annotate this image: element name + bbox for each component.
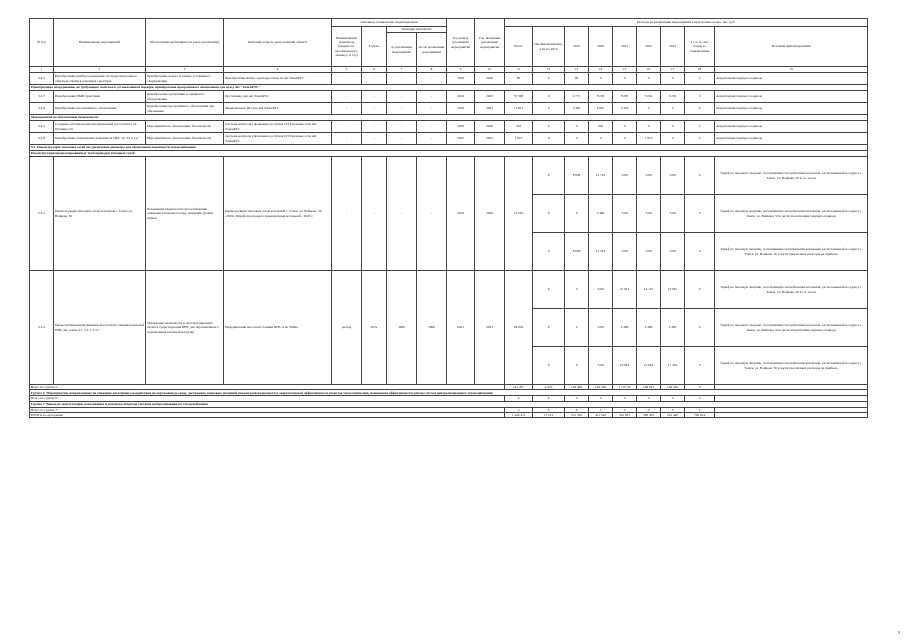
table-cell: 1 913 [505, 133, 533, 145]
table-cell: - [332, 73, 362, 85]
table-cell: 0 [533, 91, 565, 103]
column-number: 9 [447, 67, 475, 73]
column-number: 14 [589, 67, 613, 73]
column-number: 19 [715, 67, 868, 73]
table-cell: 0 [533, 195, 565, 233]
total-cell: 166 815 [637, 385, 661, 390]
total-cell: 0 [533, 396, 565, 401]
total-cell: 0 [565, 407, 589, 412]
col-name: Наименование мероприятий [54, 19, 146, 67]
table-cell: 19 901 [661, 271, 685, 309]
total-cell: 0 [565, 396, 589, 401]
table-cell: 2020 [447, 121, 475, 133]
table-cell: 0 [661, 103, 685, 115]
col-2019: 2019 [565, 27, 589, 67]
table-cell: 5.3.2 [30, 271, 54, 385]
table-cell: 15 223 [589, 233, 613, 271]
table-cell: 12 743 [589, 157, 613, 195]
table-cell: - [417, 91, 447, 103]
table-cell: 85 [565, 73, 589, 85]
table-cell: 0 [661, 121, 685, 133]
page-number: 9 [898, 630, 900, 635]
group-values: Значение показателя [387, 27, 447, 33]
column-number: 6 [362, 67, 387, 73]
table-cell: - [332, 103, 362, 115]
table-cell: - [387, 91, 417, 103]
table-row [30, 73, 868, 85]
table-cell: Приобретение оргтехники и серверного оборудования [146, 91, 224, 103]
col-indicator: Наименование показателя (мощность, протяженность, диаметр, и т.п.) [332, 27, 362, 67]
table-cell: - [417, 103, 447, 115]
table-cell: 0 [685, 309, 715, 347]
table-cell: 0 [533, 233, 565, 271]
col-2022: 2022 [637, 27, 661, 67]
column-number: 1 [30, 67, 54, 73]
table-cell: 2 480 [613, 309, 637, 347]
table-row [30, 103, 868, 115]
table-cell: 17 435 [661, 347, 685, 385]
col-2021: 2021 [613, 27, 637, 67]
table-cell: 0,00 [589, 309, 613, 347]
table-cell: Тариф на тепловую энергию, поставляемую потребителям котельной, расположенной по адресу г. Томск, ул. Войкова, 50 в части прогнозных расходов на прибыль [715, 233, 868, 271]
table-cell: 0,00 [637, 157, 661, 195]
table-cell: 0 [565, 133, 589, 145]
table-body [30, 73, 868, 418]
column-number: 3 [146, 67, 224, 73]
total-cell: 0 [505, 407, 533, 412]
group-main-characteristics: Основные технические характеристики [332, 19, 447, 27]
total-cell: 0 [533, 407, 565, 412]
total-cell: 261 446 [661, 412, 685, 417]
table-cell: 0 [613, 133, 637, 145]
table-cell: - [362, 157, 387, 271]
table-cell: 0 [565, 121, 589, 133]
col-year-end: Год окончания реализации мероприятия [475, 19, 505, 67]
table-cell: Система контроля управления доступом СП Тепловые сети АО ТомскРТС [224, 133, 332, 145]
table-cell: - [417, 133, 447, 145]
table-row [30, 121, 868, 133]
table-cell: 0 [565, 309, 589, 347]
table-cell: - [387, 121, 417, 133]
table-cell: - [362, 73, 387, 85]
table-cell: 2022 [447, 133, 475, 145]
total-cell: 183 528 [589, 385, 613, 390]
table-cell: Система контроля управления доступом СП Тепловые сети АО ТомскРТС [224, 121, 332, 133]
table-cell: Реконструкция тепловых сетей котельной г. Томск, ул. Войкова, 50 -2019г. Разработка проекта переключения котельной - 2020 г. [224, 157, 332, 271]
table-cell: 0 [565, 347, 589, 385]
table-cell: 21 502 [505, 157, 533, 271]
table-cell: 2 480 [637, 309, 661, 347]
table-cell: расход [332, 271, 362, 385]
table-cell: 0 [637, 121, 661, 133]
table-cell: 0 [533, 133, 565, 145]
table-cell: 0 [533, 73, 565, 85]
section-title: Реконструкция предизолированных трубопроводов тепловых сетей [30, 151, 868, 157]
total-cell: 799 814 [685, 412, 715, 417]
column-number: 10 [475, 67, 505, 73]
table-cell: 6 253 [661, 91, 685, 103]
table-cell: 2020 [475, 73, 505, 85]
col-2020: 2020 [589, 27, 613, 67]
table-row [30, 91, 868, 103]
table-cell: Реконструкция тепловых сетей котельной г. Томск ул. Войкова, 50 [54, 157, 146, 271]
table-cell: 2020 [475, 157, 505, 271]
table-cell: 2 480 [589, 195, 613, 233]
table-cell: Приобретение программного обеспечения [54, 103, 146, 115]
table-cell: 0 [685, 271, 715, 309]
table-cell: 2019 [447, 157, 475, 271]
table-cell: 5.3.1 [30, 157, 54, 271]
column-number: 18 [685, 67, 715, 73]
total-cell: 0 [505, 396, 533, 401]
table-cell: 0 [637, 73, 661, 85]
table-cell: 0,00 [637, 233, 661, 271]
table-cell: 0 [533, 103, 565, 115]
table-cell: Модернизация насосной станции ПНС-4 по ТМКа [224, 271, 332, 385]
table-cell: 8 840 [565, 157, 589, 195]
table-cell: 0 [565, 195, 589, 233]
table-cell: Приобретение программного обеспечения для обновления [146, 103, 224, 115]
table-cell: 2021 [447, 271, 475, 385]
table-cell: Приобретение прибора измерения, не предусмотренного обязательствами в основных средствах [54, 73, 146, 85]
column-number: 7 [387, 67, 417, 73]
table-cell: Тариф на тепловую энергию, поставляемую потребителям котельной, расположенной по адресу г. Томск, ул. Войкова, 50 в т.ч. части [715, 157, 868, 195]
table-cell: - [417, 157, 447, 271]
total-cell: 0 [637, 396, 661, 401]
table-cell: 0 [589, 133, 613, 145]
table-cell: 5.2.5 [30, 121, 54, 133]
table-cell: 14 813 [505, 103, 533, 115]
column-number: 11 [505, 67, 533, 73]
table-cell: 21 644 [637, 347, 661, 385]
table-cell: Тариф на тепловую энергию, поставляемую потребителям котельной, расположенной по адресу г. Томск, ул. Войкова, 50 в части прогнозных расходов на прибыль [715, 347, 868, 385]
table-cell: Приобретение технических комплексов ОКЗ "ул. 35 и т.д." [54, 133, 146, 145]
table-cell: 0,00 [613, 195, 637, 233]
table-cell: 0 [613, 121, 637, 133]
total-label: ИТОГО по программе [30, 412, 505, 417]
column-number: 2 [54, 67, 146, 73]
table-cell: 8 233 [589, 91, 613, 103]
table-cell: 2020 [475, 121, 505, 133]
table-cell: - [387, 133, 417, 145]
table-cell: Реконструкция циркуляционной насосной станции котельной ПНС-4м, этапы 5.1, 5.2.1, 5.3.1 [54, 271, 146, 385]
table-cell: 0,00 [613, 233, 637, 271]
total-cell: 290 302 [637, 412, 661, 417]
group-budget: Расходы на реализацию мероприятий в прогнозных ценах, тыс. руб. [505, 19, 868, 27]
table-cell: Амортизация текущего периода [715, 103, 868, 115]
total-cell [715, 412, 868, 417]
col-total: Всего [505, 27, 533, 67]
table-cell: Приобретение ПМИ приставки [54, 91, 146, 103]
table-cell: - [387, 103, 417, 115]
table-cell: Амортизация текущего периода [715, 73, 868, 85]
total-label: Всего по группе 7: [30, 407, 505, 412]
table-cell: Амортизация текущего периода [715, 133, 868, 145]
table-cell: м3/ч [362, 271, 387, 385]
table-cell: Увеличение надежности и эксплуатационных свойств существующей ПНС для перспективного подключения тепловой нагрузки [146, 271, 224, 385]
total-cell: 0 [613, 407, 637, 412]
table-cell: 0 [533, 271, 565, 309]
table-cell: Создание системы контроля управления доступом по ул. Пушкина 25 [54, 121, 146, 133]
column-number: 15 [613, 67, 637, 73]
total-cell: 351 326 [565, 412, 589, 417]
table-cell: - [362, 121, 387, 133]
total-cell: 1 406 474 [505, 412, 533, 417]
total-cell: 146 255 [661, 385, 685, 390]
table-cell: 2021 [475, 103, 505, 115]
table-cell: 0 [685, 347, 715, 385]
table-cell: 5.2.3 [30, 73, 54, 85]
investment-program-table [29, 18, 868, 418]
column-number: 4 [224, 67, 332, 73]
table-cell: - [332, 133, 362, 145]
table-cell: 0 [589, 73, 613, 85]
table-cell: - [362, 133, 387, 145]
table-cell: Тариф на тепловую энергию, поставляемую потребителям котельной, расположенной по адресу г. Томск, ул. Войкова, 50 в части амортизации текущего периода [715, 195, 868, 233]
total-cell: 0 [685, 385, 715, 390]
table-cell: 5.2.5 [30, 91, 54, 103]
col-unit: Ед.изм. [362, 27, 387, 67]
table-cell: 0,00 [613, 157, 637, 195]
table-cell: - [417, 73, 447, 85]
table-cell: 21 813 [613, 271, 637, 309]
total-cell: 411 546 [589, 412, 613, 417]
section-title: Группа 6. Мероприятия, направленные на снижение негативного воздействия на окружающую среду, достижение плановых значений показателей надежности и энергетической эффективности объектов теплоснабжения, повышение эффективности работы систем централизованного теплоснабжения [30, 390, 868, 396]
total-cell: 0 [589, 407, 613, 412]
column-number: 16 [637, 67, 661, 73]
total-cell: 341 951 [613, 412, 637, 417]
table-cell: 0 [685, 73, 715, 85]
col-financed: Профинансировано к 01.01.2019 [533, 27, 565, 67]
table-row [30, 271, 868, 309]
grand-total-row [30, 412, 868, 417]
total-cell: 0 [661, 396, 685, 401]
table-cell: 0,00 [637, 195, 661, 233]
table-cell: 0,00 [661, 157, 685, 195]
col-after: после реализации мероприятия [417, 33, 447, 67]
table-cell: Амортизация текущего периода [715, 91, 868, 103]
table-cell: 5 400 [565, 103, 589, 115]
column-number: 5 [332, 67, 362, 73]
table-cell: Тариф на тепловую энергию, поставляемую потребителям котельной, расположенной по адресу г. Томск, ул. Войкова, 50 в части амортизации текущего периода [715, 309, 868, 347]
table-cell: 0 [613, 73, 637, 85]
table-cell: 0 [637, 103, 661, 115]
total-cell: 15 213 [533, 412, 565, 417]
table-cell: - [362, 103, 387, 115]
total-cell: 721 457 [505, 385, 533, 390]
table-row [30, 133, 868, 145]
table-cell: Приобретение нового и замена устаревшего оборудования [146, 73, 224, 85]
table-cell: 5.2.6 [30, 103, 54, 115]
table-cell: Повышение надежности теплоснабжения, снижение тепловых потерь, снижение уровня шумов [146, 157, 224, 271]
table-cell: Приобретение Рейдо-тракторы Газен 10 АО ТомскРТС [224, 73, 332, 85]
table-cell: Лицензионное ПО для АО ТомскРТС [224, 103, 332, 115]
total-cell: 0 [685, 396, 715, 401]
total-cell: 0 [661, 407, 685, 412]
total-cell: 4 470 [533, 385, 565, 390]
table-cell: 0 [533, 347, 565, 385]
table-cell: 2023 [475, 91, 505, 103]
section-title: Мероприятия по обеспечению безопасности [30, 115, 868, 121]
table-cell: 0 [661, 73, 685, 85]
total-cell: 0 [685, 407, 715, 412]
table-cell: 0,00 [661, 195, 685, 233]
table-cell: 2019 [447, 73, 475, 85]
col-description: Описание и место расположения объекта [224, 19, 332, 67]
table-cell: Мероприятия по обеспечению безопасности [146, 133, 224, 145]
table-cell: 19 823 [613, 347, 637, 385]
table-cell: 5.2.6 [30, 133, 54, 145]
table-cell: 1 913 [637, 133, 661, 145]
section-title: 5.3. Реконструкция тепловых сетей без увеличения диаметра для обеспечения надежности теплоснабжения [30, 145, 868, 151]
table-cell: 85 [505, 73, 533, 85]
total-cell: 0 [589, 396, 613, 401]
table-cell: 0 [685, 195, 715, 233]
table-cell: 2019 [447, 91, 475, 103]
table-cell: 8 840 [565, 233, 589, 271]
table-cell: 0 [533, 157, 565, 195]
table-cell: 4 771 [565, 91, 589, 103]
table-cell: 0 [533, 121, 565, 133]
total-cell: 128 409 [565, 385, 589, 390]
table-cell: 0,00 [589, 271, 613, 309]
table-cell: Мероприятия по обеспечению безопасности [146, 121, 224, 133]
table-cell: 2019 [447, 103, 475, 115]
table-cell: Оргтехника для АО ТомскРТС [224, 91, 332, 103]
table-row [30, 157, 868, 195]
column-number: 8 [417, 67, 447, 73]
col-reason: Обоснование необходимости (цель реализации) [146, 19, 224, 67]
table-cell: 416 [589, 121, 613, 133]
table-cell: 2022 [475, 133, 505, 145]
table-cell: - [332, 91, 362, 103]
table-cell: 0 [685, 121, 715, 133]
table-cell: 6 097 [589, 103, 613, 115]
table-cell: - [332, 157, 362, 271]
table-cell: 0,00 [661, 233, 685, 271]
table-cell: 416 [505, 121, 533, 133]
section-title: Группа 7. Вывод из эксплуатации, консервация и демонтаж объектов системы централизованного теплоснабжения [30, 401, 868, 407]
table-cell: 0,00 [589, 347, 613, 385]
column-number: 12 [533, 67, 565, 73]
total-cell: 0 [613, 396, 637, 401]
section-title: Приобретение оборудования, не требующего монтажа в установленном порядке, приобретение программного обеспечения для нужд АО "ТомскРТС" [30, 85, 868, 91]
table-cell: Тариф на тепловую энергию, поставляемую потребителям котельной, расположенной по адресу г. Томск, ул. Войкова, 50 в т.ч. части [715, 271, 868, 309]
total-label: Всего по группе 5: [30, 385, 505, 390]
table-cell: Амортизация текущего периода [715, 121, 868, 133]
table-cell: 0 [685, 103, 715, 115]
table-cell: - [332, 121, 362, 133]
total-cell: 0 [637, 407, 661, 412]
table-cell: 0 [685, 157, 715, 195]
table-cell: 3000 [387, 271, 417, 385]
table-cell: 0 [685, 133, 715, 145]
table-cell: 3600 [417, 271, 447, 385]
col-2023: 2023 [661, 27, 685, 67]
table-cell: 0 [533, 309, 565, 347]
table-cell: 0 [685, 233, 715, 271]
col-before: до реализации мероприятия [387, 33, 417, 67]
table-cell: - [362, 91, 387, 103]
col-source: Источник финансирования [715, 27, 868, 67]
column-number: 17 [661, 67, 685, 73]
table-cell: 2023 [475, 271, 505, 385]
table-cell: 2 405 [661, 309, 685, 347]
total-cell: 1 157 00 [613, 385, 637, 390]
col-year-start: Год начала реализации мероприятия [447, 19, 475, 67]
table-cell: - [387, 73, 417, 85]
table-cell: 37 568 [505, 91, 533, 103]
col-connection-fee: в т.ч. за счет платы за подключение [685, 27, 715, 67]
table-cell: 3 316 [613, 103, 637, 115]
table-cell: 14 125 [637, 271, 661, 309]
table-cell: 66 094 [505, 271, 533, 385]
table-cell: 0 [685, 91, 715, 103]
table-cell: 0 [661, 133, 685, 145]
table-header [30, 19, 868, 73]
table-cell: 8 297 [613, 91, 637, 103]
table-cell: 0 [565, 271, 589, 309]
col-no: № п/п [30, 19, 54, 67]
total-label: Всего по группе 6: [30, 396, 505, 401]
column-number: 13 [565, 67, 589, 73]
table-cell: 5 054 [637, 91, 661, 103]
table-cell: - [417, 121, 447, 133]
table-cell: - [387, 157, 417, 271]
